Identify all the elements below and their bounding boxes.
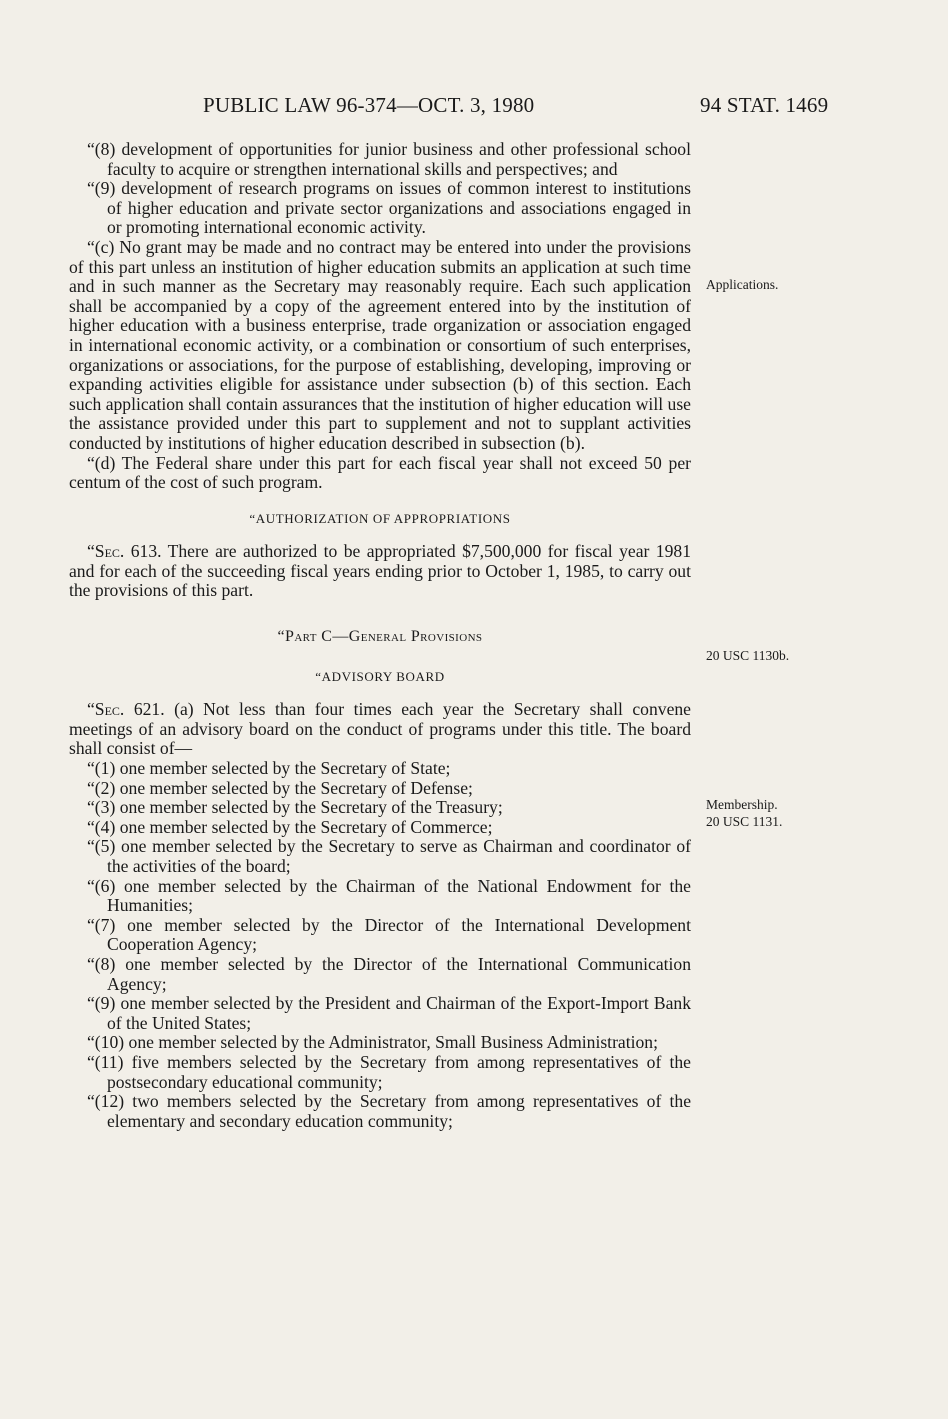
statute-body	[69, 140, 691, 1131]
member-item-3: “(3) one member selected by the Secretary of the Treasury;	[87, 797, 503, 818]
member-item-9: “(9) one member selected by the President and Chairman of the Export-Import Bank of the United States;	[87, 993, 691, 1033]
running-header-title: PUBLIC LAW 96-374—OCT. 3, 1980	[203, 93, 535, 117]
running-header-stat-page: 94 STAT. 1469	[700, 93, 829, 117]
member-item-11: “(11) five members selected by the Secretary from among representatives of the postsecondary educational community;	[87, 1051, 691, 1092]
member-item-12: “(12) two members selected by the Secretary from among representatives of the elementary and secondary education community;	[87, 1091, 691, 1131]
heading-authorization-of-appropriations: “AUTHORIZATION OF APPROPRIATIONS	[249, 510, 511, 526]
subsection-c: “(c) No grant may be made and no contract may be entered into under the provisions of this part unless an institution of higher education submits an application at such time and in such manner as the Secretary may reasonably require. Each such application shall be accompanied by a copy of the agreement entered into by the institution of higher education with a business enterprise, trade organization or association engaged in international economic activity, or a combination or consortium of such enterprises, organizations or associations, for the purpose of establishing, developing, improving or expanding activities eligible for assistance under subsection (b) of this section. Each such application shall contain assurances that the institution of higher education will use the assistance provided under this part to supplement and not to supplant activities conducted by institutions of higher education described in subsection (b).	[69, 236, 691, 453]
member-item-7: “(7) one member selected by the Director of the International Development Cooperation Agency;	[87, 914, 691, 955]
member-item-5: “(5) one member selected by the Secretary to serve as Chairman and coordinator of the activities of the board;	[87, 836, 691, 876]
section-621-text: 621. (a) Not less than four times each year the Secretary shall convene meetings of an advisory board on the conduct of programs under this title. The board shall consist of—	[69, 699, 691, 759]
margin-note-usc-1130b: 20 USC 1130b.	[706, 648, 790, 663]
section-613-label: “Sec.	[87, 541, 125, 562]
paragraph-8: “(8) development of opportunities for junior business and other professional school faculty to acquire or strengthen international skills and perspectives; and	[87, 139, 691, 179]
margin-note-membership: Membership.	[706, 797, 778, 812]
heading-advisory-board: “ADVISORY BOARD	[315, 668, 445, 684]
member-item-2: “(2) one member selected by the Secretary of Defense;	[87, 777, 473, 798]
section-613-text: 613. There are authorized to be appropriated $7,500,000 for fiscal year 1981 and for each of the succeeding fiscal years ending prior to October 1, 1985, to carry out the provisions of this part.	[69, 541, 691, 601]
section-621	[69, 700, 691, 759]
margin-note-applications: Applications.	[706, 277, 779, 292]
paragraph-9: “(9) development of research programs on issues of common interest to institutions of higher education and private sector organizations and associations engaged in or promoting international economic activity.	[87, 178, 691, 238]
member-item-6: “(6) one member selected by the Chairman of the National Endowment for the Humanities;	[87, 875, 691, 916]
margin-note-usc-1131: 20 USC 1131.	[706, 814, 783, 829]
subsection-d: “(d) The Federal share under this part for each fiscal year shall not exceed 50 per centum of the cost of such program.	[69, 452, 691, 493]
section-621-label: “Sec.	[87, 699, 125, 720]
section-613	[69, 542, 691, 601]
heading-part-c: “Part C—General Provisions	[277, 628, 483, 646]
member-item-4: “(4) one member selected by the Secretary of Commerce;	[87, 816, 493, 837]
member-item-8: “(8) one member selected by the Director of the International Communication Agency;	[87, 953, 691, 994]
member-item-1: “(1) one member selected by the Secretary of State;	[87, 758, 451, 779]
member-item-10: “(10) one member selected by the Administrator, Small Business Administration;	[87, 1032, 658, 1053]
